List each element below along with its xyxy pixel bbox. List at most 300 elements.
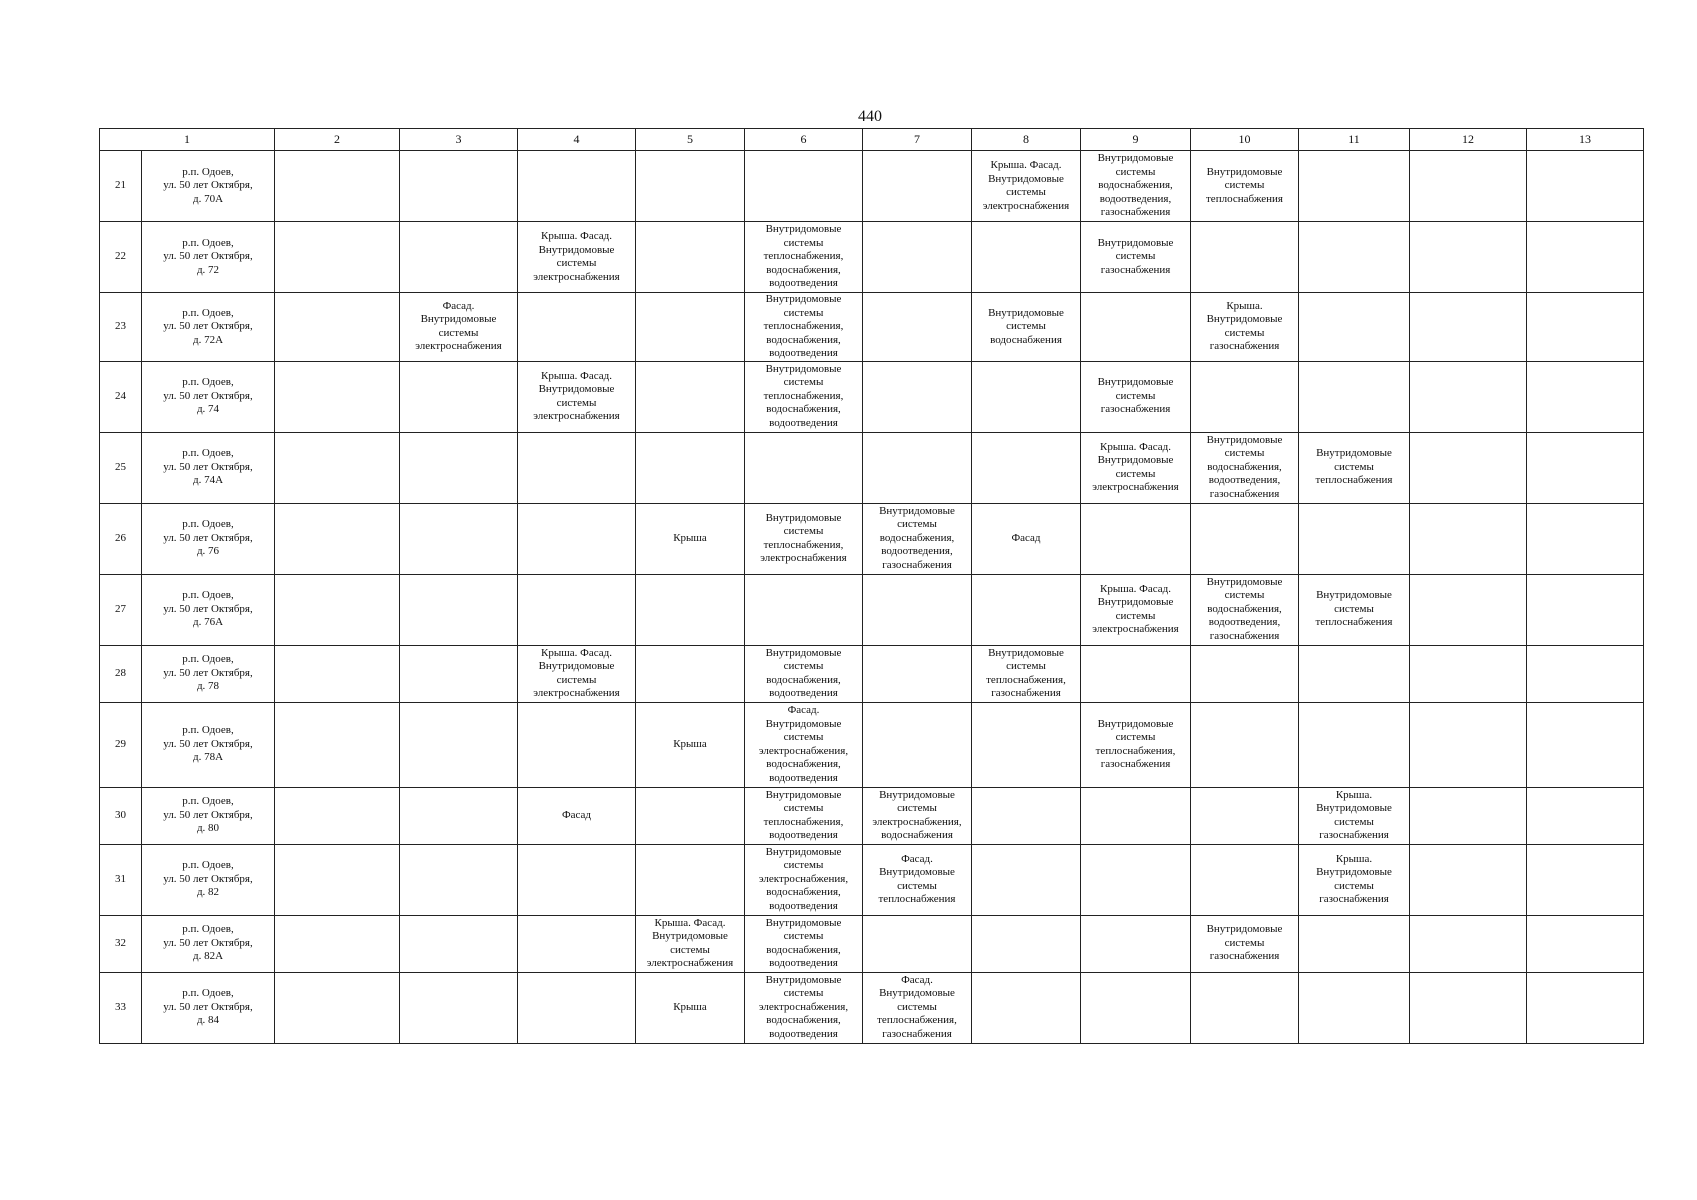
cell-text-line: Внутридомовые bbox=[1206, 923, 1283, 936]
cell-text-line: Фасад. bbox=[901, 973, 933, 986]
work-cell bbox=[972, 293, 1081, 362]
cell-text-line: д. 80 bbox=[196, 822, 220, 835]
cell-text-line: водоотведения, bbox=[1099, 192, 1172, 205]
work-cell bbox=[636, 503, 745, 574]
work-cell bbox=[1410, 151, 1527, 222]
cell-text-line: водоотведения, bbox=[1208, 474, 1281, 487]
cell-text-line: д. 78А bbox=[192, 751, 224, 764]
work-cell bbox=[972, 844, 1081, 915]
cell-text-line: Крыша. Фасад. bbox=[654, 916, 726, 929]
work-cell bbox=[636, 915, 745, 972]
cell-text-line: системы bbox=[1334, 815, 1374, 828]
cell-text-line: Внутридомовые bbox=[879, 866, 955, 878]
work-cell bbox=[1527, 293, 1644, 362]
cell-text-line: системы bbox=[1334, 460, 1374, 473]
cell-text-line: Внутридомовые bbox=[420, 313, 497, 326]
work-cell bbox=[275, 844, 400, 915]
cell-text-line: водоснабжения, bbox=[766, 886, 841, 899]
cell-text-line: газоснабжения bbox=[1209, 340, 1280, 353]
work-cell bbox=[636, 361, 745, 432]
work-cell bbox=[275, 915, 400, 972]
cell-text-line: газоснабжения bbox=[1100, 206, 1171, 219]
work-cell bbox=[1081, 645, 1191, 702]
cell-text-line: системы bbox=[783, 376, 824, 389]
cell-text-line: водоотведения, bbox=[881, 545, 953, 558]
cell-text-line: теплоснабжения bbox=[1315, 474, 1393, 487]
cell-text-line: системы bbox=[783, 859, 824, 872]
cell-text-line: Внутридомовые bbox=[988, 646, 1064, 659]
address-cell bbox=[142, 361, 275, 432]
work-cell bbox=[1410, 432, 1527, 503]
work-cell bbox=[972, 503, 1081, 574]
cell-text-line: теплоснабжения, bbox=[1095, 744, 1176, 757]
work-cell bbox=[400, 574, 518, 645]
work-cell bbox=[1191, 702, 1299, 787]
cell-text-line: водоснабжения, bbox=[766, 333, 841, 346]
work-cell bbox=[1410, 361, 1527, 432]
cell-text-line: теплоснабжения, bbox=[763, 320, 844, 332]
work-cell bbox=[972, 574, 1081, 645]
cell-text-line: газоснабжения bbox=[1209, 487, 1280, 500]
cell-text-line: Внутридомовые bbox=[988, 306, 1064, 319]
cell-text-line: водоснабжения, bbox=[1207, 460, 1282, 473]
work-cell bbox=[1527, 432, 1644, 503]
work-cell bbox=[1081, 222, 1191, 293]
work-cell bbox=[972, 787, 1081, 844]
row-number: 33 bbox=[100, 972, 142, 1043]
work-cell bbox=[636, 293, 745, 362]
work-cell bbox=[1299, 702, 1410, 787]
table-row bbox=[100, 972, 1644, 1043]
column-header: 2 bbox=[275, 129, 400, 151]
cell-text-line: системы bbox=[1224, 589, 1265, 602]
cell-text-line: р.п. Одоев, bbox=[182, 165, 234, 178]
cell-text-line: теплоснабжения, bbox=[763, 538, 844, 551]
cell-text-line: системы bbox=[1006, 186, 1046, 198]
cell-text-line: электроснабжения bbox=[646, 957, 734, 969]
cell-text-line: водоотведения bbox=[769, 347, 838, 359]
cell-text-line: водоотведения bbox=[769, 416, 838, 429]
work-cell bbox=[1299, 844, 1410, 915]
cell-text-line: Внутридомовые bbox=[765, 223, 842, 236]
cell-text-line: системы bbox=[783, 987, 824, 1000]
cell-text-line: ул. 50 лет Октября, bbox=[163, 1000, 253, 1013]
cell-text-line: д. 74А bbox=[192, 474, 224, 487]
row-number: 25 bbox=[100, 432, 142, 503]
work-cell bbox=[1527, 645, 1644, 702]
work-cell bbox=[400, 293, 518, 362]
work-cell bbox=[863, 503, 972, 574]
cell-text-line: Внутридомовые bbox=[879, 788, 955, 801]
work-cell bbox=[972, 151, 1081, 222]
work-cell bbox=[636, 787, 745, 844]
table-row bbox=[100, 915, 1644, 972]
cell-text-line: Внутридомовые bbox=[1316, 447, 1392, 460]
work-cell bbox=[1191, 503, 1299, 574]
work-cell bbox=[1299, 503, 1410, 574]
work-cell bbox=[1299, 361, 1410, 432]
cell-text-line: Внутридомовые bbox=[988, 172, 1064, 185]
column-header: 8 bbox=[972, 129, 1081, 151]
cell-text-line: д. 72 bbox=[196, 263, 220, 276]
cell-text-line: газоснабжения bbox=[1319, 829, 1389, 841]
work-cell bbox=[863, 915, 972, 972]
cell-text-line: водоснабжения, bbox=[1207, 602, 1282, 615]
cell-text-line: электроснабжения bbox=[415, 340, 502, 353]
cell-text-line: электроснабжения bbox=[982, 199, 1070, 212]
cell-text-line: системы bbox=[783, 731, 824, 743]
cell-text-line: Внутридомовые bbox=[1316, 866, 1392, 878]
address-cell bbox=[142, 293, 275, 362]
work-cell bbox=[400, 503, 518, 574]
table-row bbox=[100, 844, 1644, 915]
work-cell bbox=[1081, 503, 1191, 574]
row-number: 24 bbox=[100, 361, 142, 432]
cell-text-line: системы bbox=[897, 879, 937, 892]
cell-text-line: электроснабжения, bbox=[758, 744, 849, 757]
work-cell bbox=[636, 222, 745, 293]
cell-text-line: р.п. Одоев, bbox=[182, 518, 234, 531]
cell-text-line: газоснабжения bbox=[1209, 950, 1280, 963]
cell-text-line: электроснабжения, bbox=[758, 872, 849, 885]
cell-text-line: газоснабжения bbox=[1209, 629, 1280, 642]
table-row bbox=[100, 645, 1644, 702]
table-row bbox=[100, 432, 1644, 503]
work-cell bbox=[745, 574, 863, 645]
cell-text-line: Крыша. bbox=[1335, 788, 1373, 801]
work-cell bbox=[518, 844, 636, 915]
work-cell bbox=[863, 972, 972, 1043]
table-row bbox=[100, 222, 1644, 293]
cell-text-line: д. 76 bbox=[196, 545, 220, 558]
work-cell bbox=[745, 915, 863, 972]
row-number: 21 bbox=[100, 151, 142, 222]
cell-text-line: Внутридомовые bbox=[652, 930, 728, 942]
cell-text-line: газоснабжения bbox=[882, 558, 952, 571]
work-cell bbox=[745, 787, 863, 844]
row-number: 23 bbox=[100, 293, 142, 362]
cell-text-line: газоснабжения bbox=[1100, 403, 1171, 416]
cell-text-line: ул. 50 лет Октября, bbox=[163, 872, 253, 885]
cell-text-line: Фасад. bbox=[442, 299, 475, 312]
cell-text-line: Внутридомовые bbox=[765, 646, 842, 659]
cell-text-line: д. 78 bbox=[196, 680, 220, 693]
cell-text-line: электроснабжения bbox=[533, 687, 620, 699]
cell-text-line: д. 82А bbox=[192, 950, 224, 963]
work-cell bbox=[1191, 844, 1299, 915]
cell-text-line: ул. 50 лет Октября, bbox=[163, 389, 253, 402]
work-cell bbox=[275, 432, 400, 503]
cell-text-line: газоснабжения bbox=[1100, 758, 1171, 770]
work-cell bbox=[1081, 787, 1191, 844]
cell-text-line: Внутридомовые bbox=[765, 845, 842, 858]
address-cell bbox=[142, 702, 275, 787]
work-cell bbox=[518, 151, 636, 222]
cell-text-line: Внутридомовые bbox=[879, 504, 955, 517]
cell-text-line: ул. 50 лет Октября, bbox=[163, 179, 253, 192]
work-cell bbox=[1527, 151, 1644, 222]
cell-text-line: системы bbox=[1115, 389, 1156, 402]
column-header: 5 bbox=[636, 129, 745, 151]
row-number: 22 bbox=[100, 222, 142, 293]
cell-text-line: Внутридомовые bbox=[1206, 313, 1283, 326]
cell-text-line: Внутридомовые bbox=[765, 916, 842, 929]
work-cell bbox=[636, 151, 745, 222]
work-cell bbox=[518, 972, 636, 1043]
work-cell bbox=[636, 645, 745, 702]
cell-text-line: Фасад. bbox=[901, 852, 933, 865]
work-cell bbox=[1410, 503, 1527, 574]
work-cell bbox=[972, 702, 1081, 787]
work-cell bbox=[400, 787, 518, 844]
cell-text-line: Фасад bbox=[561, 808, 592, 821]
work-cell bbox=[400, 972, 518, 1043]
cell-text-line: теплоснабжения bbox=[1315, 616, 1393, 629]
work-cell bbox=[518, 432, 636, 503]
work-cell bbox=[1081, 432, 1191, 503]
address-cell bbox=[142, 915, 275, 972]
cell-text-line: Внутридомовые bbox=[765, 362, 842, 375]
cell-text-line: Крыша bbox=[673, 531, 707, 544]
cell-text-line: водоснабжения, bbox=[879, 531, 955, 544]
column-header: 10 bbox=[1191, 129, 1299, 151]
cell-text-line: газоснабжения bbox=[991, 687, 1061, 699]
cell-text-line: р.п. Одоев, bbox=[182, 376, 234, 389]
work-cell bbox=[1191, 787, 1299, 844]
cell-text-line: ул. 50 лет Октября, bbox=[163, 320, 253, 332]
cell-text-line: Внутридомовые bbox=[1206, 165, 1283, 178]
cell-text-line: газоснабжения bbox=[882, 1027, 952, 1040]
cell-text-line: Внутридомовые bbox=[1316, 589, 1392, 602]
column-number-row bbox=[100, 129, 1644, 151]
cell-text-line: системы bbox=[1006, 320, 1046, 332]
cell-text-line: электроснабжения bbox=[1092, 481, 1179, 493]
work-cell bbox=[518, 574, 636, 645]
work-cell bbox=[1527, 972, 1644, 1043]
work-cell bbox=[1299, 222, 1410, 293]
cell-text-line: р.п. Одоев, bbox=[182, 859, 234, 872]
work-cell bbox=[400, 844, 518, 915]
work-cell bbox=[1299, 787, 1410, 844]
cell-text-line: теплоснабжения, bbox=[877, 1014, 957, 1027]
cell-text-line: р.п. Одоев, bbox=[182, 653, 234, 666]
work-cell bbox=[275, 151, 400, 222]
cell-text-line: системы bbox=[1115, 731, 1156, 743]
cell-text-line: теплоснабжения, bbox=[763, 250, 844, 263]
cell-text-line: Внутридомовые bbox=[1097, 596, 1174, 608]
cell-text-line: Внутридомовые bbox=[765, 511, 842, 524]
cell-text-line: Внутридомовые bbox=[1097, 236, 1174, 249]
work-cell bbox=[636, 972, 745, 1043]
work-cell bbox=[745, 432, 863, 503]
cell-text-line: Крыша. Фасад. bbox=[541, 369, 612, 382]
cell-text-line: водоснабжения, bbox=[766, 758, 841, 770]
work-cell bbox=[1410, 702, 1527, 787]
cell-text-line: водоотведения, bbox=[1208, 616, 1281, 629]
work-cell bbox=[745, 151, 863, 222]
cell-text-line: Крыша. bbox=[1335, 852, 1373, 865]
cell-text-line: электроснабжения bbox=[533, 270, 620, 283]
work-cell bbox=[400, 702, 518, 787]
work-cell bbox=[1081, 915, 1191, 972]
work-cell bbox=[1081, 702, 1191, 787]
work-cell bbox=[275, 787, 400, 844]
work-cell bbox=[863, 574, 972, 645]
work-cell bbox=[1191, 361, 1299, 432]
work-cell bbox=[1081, 844, 1191, 915]
work-cell bbox=[1081, 972, 1191, 1043]
work-cell bbox=[275, 972, 400, 1043]
column-header: 6 bbox=[745, 129, 863, 151]
column-header: 9 bbox=[1081, 129, 1191, 151]
work-cell bbox=[636, 574, 745, 645]
work-cell bbox=[1527, 915, 1644, 972]
cell-text-line: системы bbox=[783, 930, 824, 942]
work-cell bbox=[400, 222, 518, 293]
cell-text-line: д. 74 bbox=[196, 403, 220, 416]
row-number: 31 bbox=[100, 844, 142, 915]
cell-text-line: Внутридомовые bbox=[1097, 717, 1174, 730]
address-cell bbox=[142, 574, 275, 645]
work-cell bbox=[1527, 503, 1644, 574]
work-cell bbox=[1410, 844, 1527, 915]
work-cell bbox=[1299, 151, 1410, 222]
cell-text-line: электроснабжения bbox=[1092, 623, 1179, 635]
cell-text-line: водоснабжения bbox=[881, 829, 953, 841]
cell-text-line: Крыша. Фасад. bbox=[541, 230, 612, 242]
cell-text-line: электроснабжения, bbox=[872, 815, 962, 828]
table-row bbox=[100, 151, 1644, 222]
cell-text-line: Внутридомовые bbox=[765, 973, 842, 986]
work-cell bbox=[972, 972, 1081, 1043]
cell-text-line: д. 82 bbox=[196, 886, 220, 899]
column-header: 7 bbox=[863, 129, 972, 151]
cell-text-line: системы bbox=[1334, 602, 1374, 615]
work-cell bbox=[1081, 151, 1191, 222]
work-cell bbox=[1527, 222, 1644, 293]
cell-text-line: системы bbox=[670, 943, 710, 956]
cell-text-line: газоснабжения bbox=[1319, 893, 1389, 905]
address-cell bbox=[142, 972, 275, 1043]
cell-text-line: теплоснабжения bbox=[1206, 192, 1283, 205]
work-cell bbox=[1191, 972, 1299, 1043]
cell-text-line: электроснабжения, bbox=[758, 1000, 849, 1013]
cell-text-line: системы bbox=[1115, 467, 1156, 480]
work-cell bbox=[518, 787, 636, 844]
cell-text-line: системы bbox=[1115, 165, 1156, 178]
page-number: 440 bbox=[858, 108, 882, 125]
cell-text-line: водоснабжения, bbox=[766, 673, 841, 686]
cell-text-line: р.п. Одоев, bbox=[182, 795, 234, 808]
cell-text-line: системы bbox=[1115, 609, 1156, 622]
cell-text-line: водоотведения bbox=[769, 957, 838, 969]
row-number: 28 bbox=[100, 645, 142, 702]
row-number: 27 bbox=[100, 574, 142, 645]
cell-text-line: водоснабжения, bbox=[766, 263, 841, 276]
column-header: 4 bbox=[518, 129, 636, 151]
table-row bbox=[100, 702, 1644, 787]
address-cell bbox=[142, 222, 275, 293]
work-cell bbox=[745, 293, 863, 362]
work-cell bbox=[1527, 361, 1644, 432]
work-cell bbox=[1299, 972, 1410, 1043]
work-cell bbox=[1410, 787, 1527, 844]
work-cell bbox=[745, 972, 863, 1043]
cell-text-line: системы bbox=[783, 525, 824, 537]
work-cell bbox=[275, 361, 400, 432]
cell-text-line: электроснабжения bbox=[533, 410, 620, 422]
work-cell bbox=[275, 645, 400, 702]
work-cell bbox=[1410, 222, 1527, 293]
address-cell bbox=[142, 503, 275, 574]
work-cell bbox=[518, 293, 636, 362]
work-cell bbox=[1299, 574, 1410, 645]
cell-text-line: теплоснабжения bbox=[878, 893, 956, 905]
cell-text-line: ул. 50 лет Октября, bbox=[163, 460, 253, 473]
cell-text-line: водоснабжения, bbox=[766, 943, 841, 956]
row-number: 30 bbox=[100, 787, 142, 844]
table-row bbox=[100, 503, 1644, 574]
cell-text-line: водоснабжения, bbox=[1098, 179, 1173, 192]
work-cell bbox=[400, 361, 518, 432]
work-cell bbox=[1081, 574, 1191, 645]
cell-text-line: р.п. Одоев, bbox=[182, 987, 234, 1000]
work-cell bbox=[1191, 293, 1299, 362]
address-cell bbox=[142, 151, 275, 222]
cell-text-line: Крыша. Фасад. bbox=[1100, 440, 1171, 453]
repair-schedule-table bbox=[99, 128, 1644, 1044]
address-cell bbox=[142, 432, 275, 503]
cell-text-line: водоотведения bbox=[769, 771, 838, 784]
work-cell bbox=[745, 645, 863, 702]
cell-text-line: ул. 50 лет Октября, bbox=[163, 737, 253, 750]
column-header: 1 bbox=[100, 129, 275, 151]
cell-text-line: системы bbox=[1224, 936, 1265, 949]
cell-text-line: Внутридомовые bbox=[765, 293, 842, 305]
work-cell bbox=[1299, 915, 1410, 972]
cell-text-line: системы bbox=[1115, 250, 1156, 263]
cell-text-line: д. 84 bbox=[196, 1014, 220, 1027]
work-cell bbox=[1410, 645, 1527, 702]
table-row bbox=[100, 787, 1644, 844]
cell-text-line: Внутридомовые bbox=[879, 987, 955, 1000]
work-cell bbox=[1410, 574, 1527, 645]
work-cell bbox=[400, 151, 518, 222]
work-cell bbox=[1191, 915, 1299, 972]
work-cell bbox=[275, 503, 400, 574]
cell-text-line: р.п. Одоев, bbox=[182, 306, 234, 319]
table-row bbox=[100, 361, 1644, 432]
cell-text-line: р.п. Одоев, bbox=[182, 236, 234, 249]
table-body bbox=[100, 129, 1644, 1044]
work-cell bbox=[636, 702, 745, 787]
work-cell bbox=[275, 222, 400, 293]
cell-text-line: д. 72А bbox=[192, 333, 224, 346]
cell-text-line: водоотведения bbox=[769, 1027, 838, 1040]
address-cell bbox=[142, 787, 275, 844]
cell-text-line: Крыша. Фасад. bbox=[1100, 582, 1171, 595]
work-cell bbox=[1081, 361, 1191, 432]
work-cell bbox=[518, 361, 636, 432]
work-cell bbox=[745, 702, 863, 787]
work-cell bbox=[1191, 222, 1299, 293]
cell-text-line: системы bbox=[556, 396, 597, 409]
cell-text-line: теплоснабжения, bbox=[986, 673, 1066, 686]
cell-text-line: ул. 50 лет Октября, bbox=[163, 602, 253, 615]
cell-text-line: водоснабжения, bbox=[766, 1014, 841, 1027]
cell-text-line: Внутридомовые bbox=[1097, 376, 1174, 389]
cell-text-line: системы bbox=[1006, 660, 1046, 672]
